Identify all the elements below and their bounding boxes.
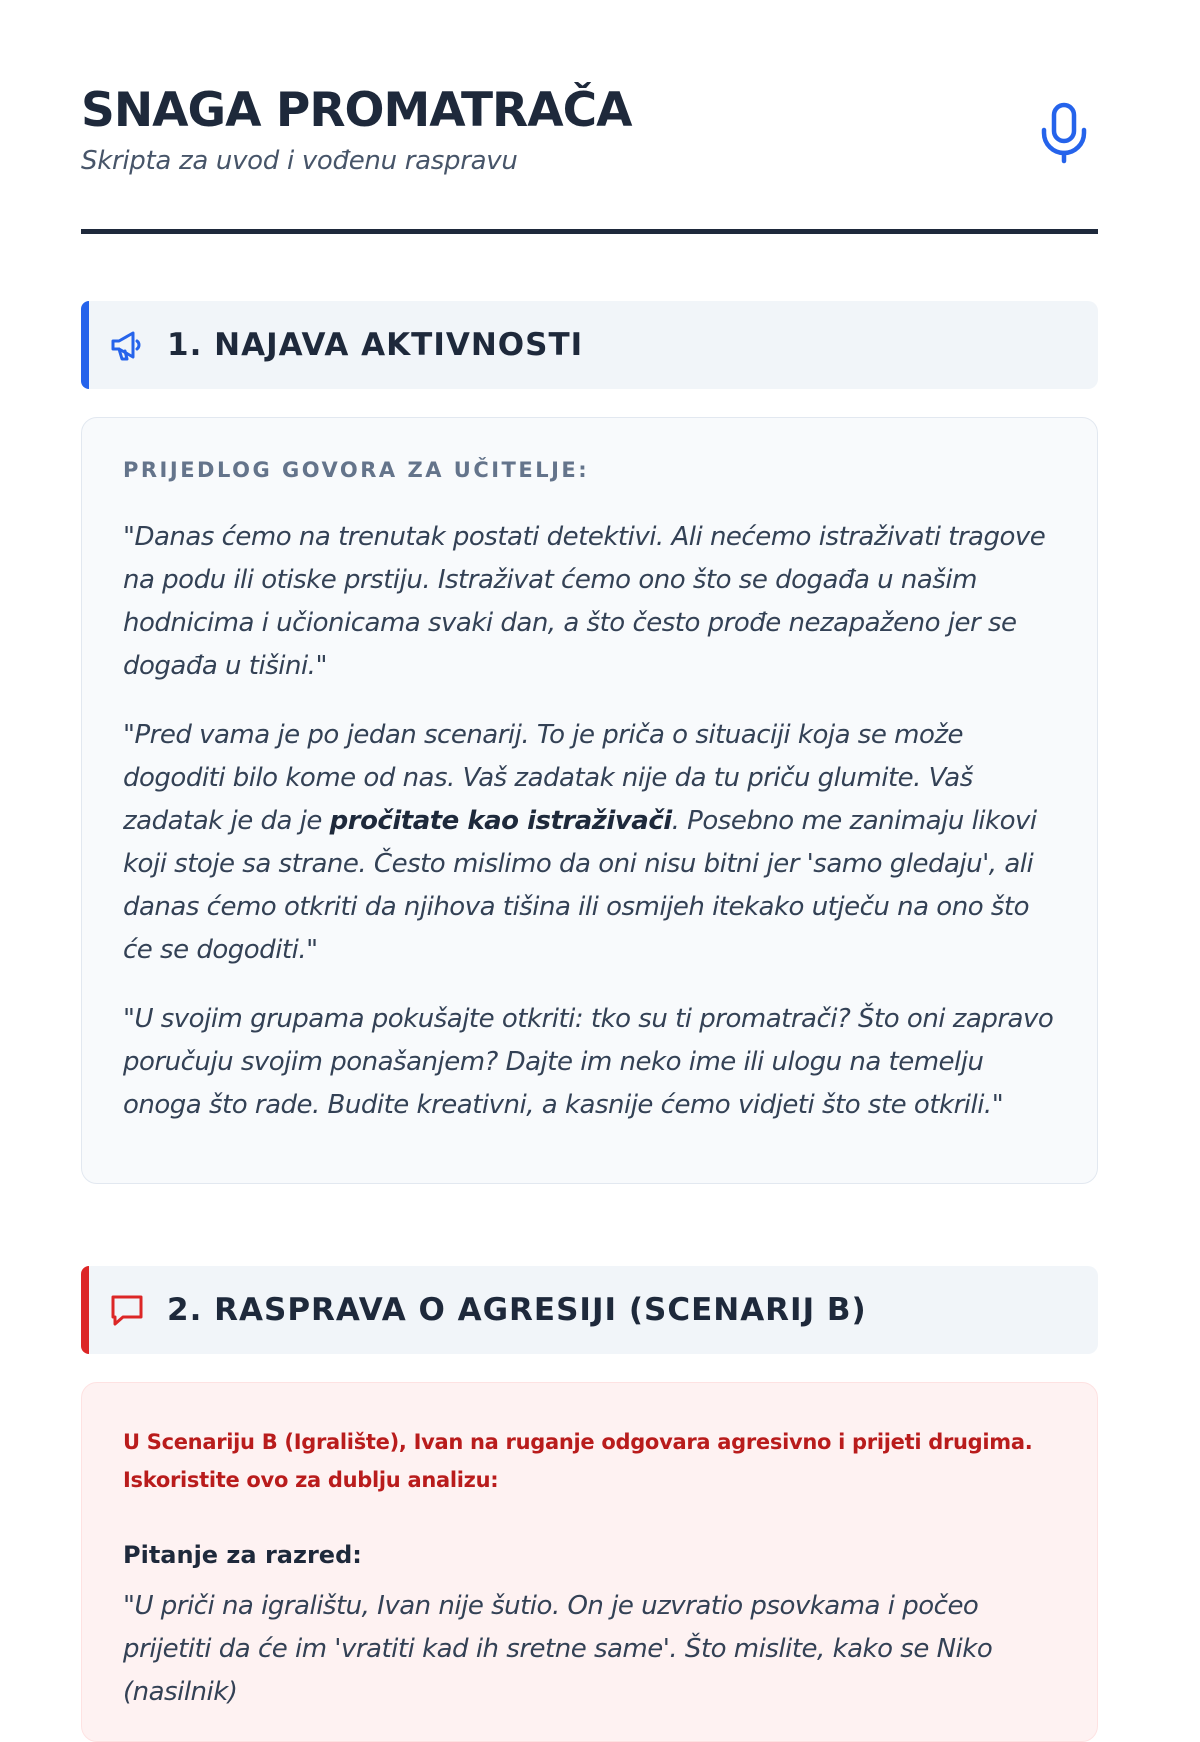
section-header-aggression [81, 1266, 1098, 1354]
chat-bubble-icon [109, 1292, 145, 1328]
speech-emphasis: pročitate kao istraživači [329, 806, 672, 836]
section-header-announcement [81, 301, 1098, 389]
card-label: PRIJEDLOG GOVORA ZA UČITELJE: [123, 458, 590, 482]
page-subtitle: Skripta za uvod i vođenu raspravu [81, 146, 518, 176]
speech-paragraph: "Danas ćemo na trenutak postati detektivi. Ali nećemo istraživati tragove na podu ili otiske prstiju. Istraživat ćemo ono što se događa u našim hodnicima i učionicama svaki dan, a što često prođe nezapaženo jer se događa u tišini." [123, 522, 1046, 681]
page-title: SNAGA PROMATRAČA [81, 83, 632, 138]
microphone-icon[interactable] [1040, 102, 1088, 164]
section-accent-bar [81, 301, 89, 389]
section-title: 1. NAJAVA AKTIVNOSTI [167, 327, 584, 363]
section-title: 2. RASPRAVA O AGRESIJI (SCENARIJ B) [167, 1292, 867, 1328]
megaphone-icon [109, 327, 145, 363]
speech-text: "Pred vama je po jedan scenarij. To je priča o situaciji koja se može dogoditi bilo kome od nas. Vaš zadatak nije da tu priču glumite. Vaš zadatak je da je [123, 720, 973, 836]
teacher-speech-card [81, 417, 1098, 1184]
scenario-note: U Scenariju B (Igralište), Ivan na ruganje odgovara agresivno i prijeti drugima. Iskoristite ovo za dublju analizu: [123, 1430, 1033, 1492]
section-accent-bar [81, 1266, 89, 1354]
question-text: "U priči na igralištu, Ivan nije šutio. On je uzvratio psovkama i počeo prijetiti da će im 'vratiti kad ih sretne same'. Što mislite, kako se Niko (nasilnik) [123, 1591, 993, 1707]
question-label: Pitanje za razred: [123, 1541, 362, 1569]
speech-paragraph: "U svojim grupama pokušajte otkriti: tko su ti promatrači? Što oni zapravo poručuju svojim ponašanjem? Dajte im neko ime ili ulogu na temelju onoga što rade. Budite kreativni, a kasnije ćemo vidjeti što ste otkrili." [123, 1004, 1054, 1120]
page-header [81, 0, 1098, 234]
speech-paragraph [123, 714, 1057, 972]
speech-text: . Posebno me zanimaju likovi koji stoje sa strane. Često mislimo da oni nisu bitni jer 'samo gledaju', ali danas ćemo otkriti da njihova tišina ili osmijeh itekako utječu na ono što će se dogoditi." [123, 806, 1037, 965]
aggression-discussion-card [81, 1382, 1098, 1742]
